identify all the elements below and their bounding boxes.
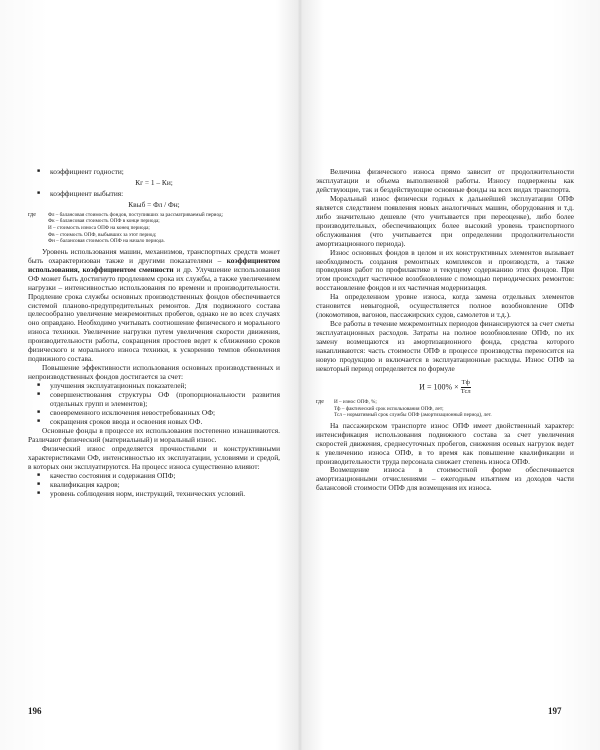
legend-row: Тф – фактический срок использования ОПФ, лет; <box>334 405 444 412</box>
paragraph-physical-wear-value: Величина физического износа прямо зависит от продолжительности эксплуатации и объема выполненной работы. Износу подвержены как действующие, так и бездействующие основные фонды на всех видах транспорта. <box>316 167 574 194</box>
legend-row: Фл – балансовая стоимость фондов, поступивших за рассматриваемый период; <box>48 211 223 218</box>
formula-wear <box>316 379 574 396</box>
paragraph-physical-wear: Физический износ определяется прочностными и конструктивными характеристиками ОФ, интенсивностью их эксплуатации, условиями и средой, в которых они эксплуатируются. На процесс износа существенно влияют: <box>28 443 280 471</box>
paragraph-moral-wear: Моральный износ физически годных к дальнейшей эксплуатации ОПФ является следствием появления новых аналогичных машин, оборудования и т.д. либо значительно дешевле (что учитывается при переоценке), либо более производительных, обеспечивающих более высокий уровень транспортного обслуживания (что учитывается при определении продолжительности амортизационного периода). <box>316 193 574 248</box>
bullet-coefficient-suitability: ■ коэффициент годности; <box>28 168 280 177</box>
page-number-left: 196 <box>28 706 42 716</box>
paragraph-efficiency: Повышение эффективности использования основных производственных и непроизводственных фондов достигается за счет: <box>28 363 280 382</box>
list-item: ■ улучшения эксплуатационных показателей; <box>28 382 280 391</box>
list-item: ■ уровень соблюдения норм, инструкций, технических условий. <box>28 490 280 499</box>
paragraph-compensation: Возмещение износа в стоимостной форме обеспечивается амортизационными отчислениями – ежегодным изъятием из доходов части балансовой стоимости ОПФ для возмещения их износа. <box>316 465 574 493</box>
list-item: ■ своевременного исключения невостребованных ОФ; <box>28 409 280 418</box>
legend-row: Тсл – нормативный срок службы ОПФ (амортизационный период), лет. <box>334 412 492 419</box>
legend-where-label: где <box>316 398 324 405</box>
formula-fraction <box>461 379 471 396</box>
legend-row: И – износ ОПФ, %; <box>334 398 377 405</box>
fraction-numerator: Тф <box>461 378 470 386</box>
legend-row: Фк – балансовая стоимость ОПФ в конце периода; <box>48 218 160 225</box>
list-item: ■ качество состояния и содержания ОПФ; <box>28 472 280 481</box>
page-number-right: 197 <box>548 706 562 716</box>
list-item: ■ сокращения сроков ввода и освоения новых ОФ. <box>28 418 280 427</box>
paragraph-passenger-transport: На пассажирском транспорте износ ОПФ имеет двойственный характер: интенсификация использования подвижного состава за счет увеличения скоростей движения, среднесуточных пробегов, снижения осевых нагрузок ведет к увеличению износа ОПФ, в то время как повышение квалификации и производительности труда персонала снижает степень износа ОПФ. <box>316 420 574 466</box>
bold-terms: коэффициентом использования, коэффициентом сменности <box>28 255 280 274</box>
legend-where-label: где <box>28 211 36 218</box>
formula-retirement: Квыб = Фл / Фн; <box>128 199 180 209</box>
formula-wear-left: И = 100% × <box>419 382 459 392</box>
fraction-denominator: Тсл <box>460 387 471 395</box>
list-item: ■ совершенствования структуры ОФ (пропорциональности развития отдельных групп и элементов); <box>28 391 280 409</box>
legend-row: Фв – стоимость ОПФ, выбывших за этот период; <box>48 231 157 238</box>
right-page <box>316 168 574 493</box>
formula-legend <box>28 212 280 245</box>
bullet-coefficient-retirement: ■ коэффициент выбытия: <box>28 190 280 199</box>
formula-suitability: Кг = 1 – Ки; <box>135 177 173 187</box>
legend-row: Фн – балансовая стоимость ОПФ на начало периода. <box>48 238 165 245</box>
paragraph-financing: Все работы в течение межремонтных периодов финансируются за счет сметы эксплуатационных расходов. Затраты на полное возобновление ОПФ, по их заменy возмещаются из амортизационного фонда, средства которого накапливаются: часть стоимости ОПФ в процессе производства переносится на новую продукцию и включается в эксплуатационные расходы. Износ ОПФ за некоторый период определяется по формуле <box>316 319 574 373</box>
formula-legend <box>316 399 574 419</box>
paragraph-repair: Износ основных фондов в целом и их конструктивных элементов вызывает необходимость создания ремонтных комплексов и производств, а также проведения работ по профилактике и текущему содержанию этих фондов. При этом происходит частичное возобновление с помощью периодических ремонтов: восстановление фондов и их частичная модернизация. <box>316 247 574 293</box>
legend-row: И – стоимость износа ОПФ на конец периода; <box>48 225 150 231</box>
paragraph-usage-level: Уровень использования машин, механизмов, транспортных средств может быть охарактеризован также и другими показателями – коэффициентом использования, коэффициентом сменности и др. Улучшение использования ОФ может быть достигнуто продлением срока их службы, а также увеличением нагрузки – интенсивностью использования по времени и производительности. Продление срока службы основных производственных фондов обеспечивается системой планово-предупредительных ремонтов. Для подвижного состава целесообразно увеличение межремонтных пробегов, однако не во всех случаях оно оправдано. Необходимо учитывать соотношение физического и морального износа техники. Увеличение нагрузки путем увеличения скорости движения, производительности работы, сокращения простоев ведет к сближению сроков физического и морального износа техники, к ускорению темпов обновления подвижного состава. <box>28 246 280 364</box>
list-item: ■ квалификация кадров; <box>28 481 280 490</box>
paragraph-full-renewal: На определенном уровне износа, когда замена отдельных элементов становится невыгодной, осуществляется полное возобновление ОПФ (локомотивов, вагонов, пассажирских судов, самолетов и т.д.). <box>316 292 574 320</box>
paragraph-wear-types: Основные фонды в процессе их использования постепенно изнашиваются. Различают физический (материальный) и моральный износ. <box>28 425 280 444</box>
left-page <box>28 168 280 498</box>
